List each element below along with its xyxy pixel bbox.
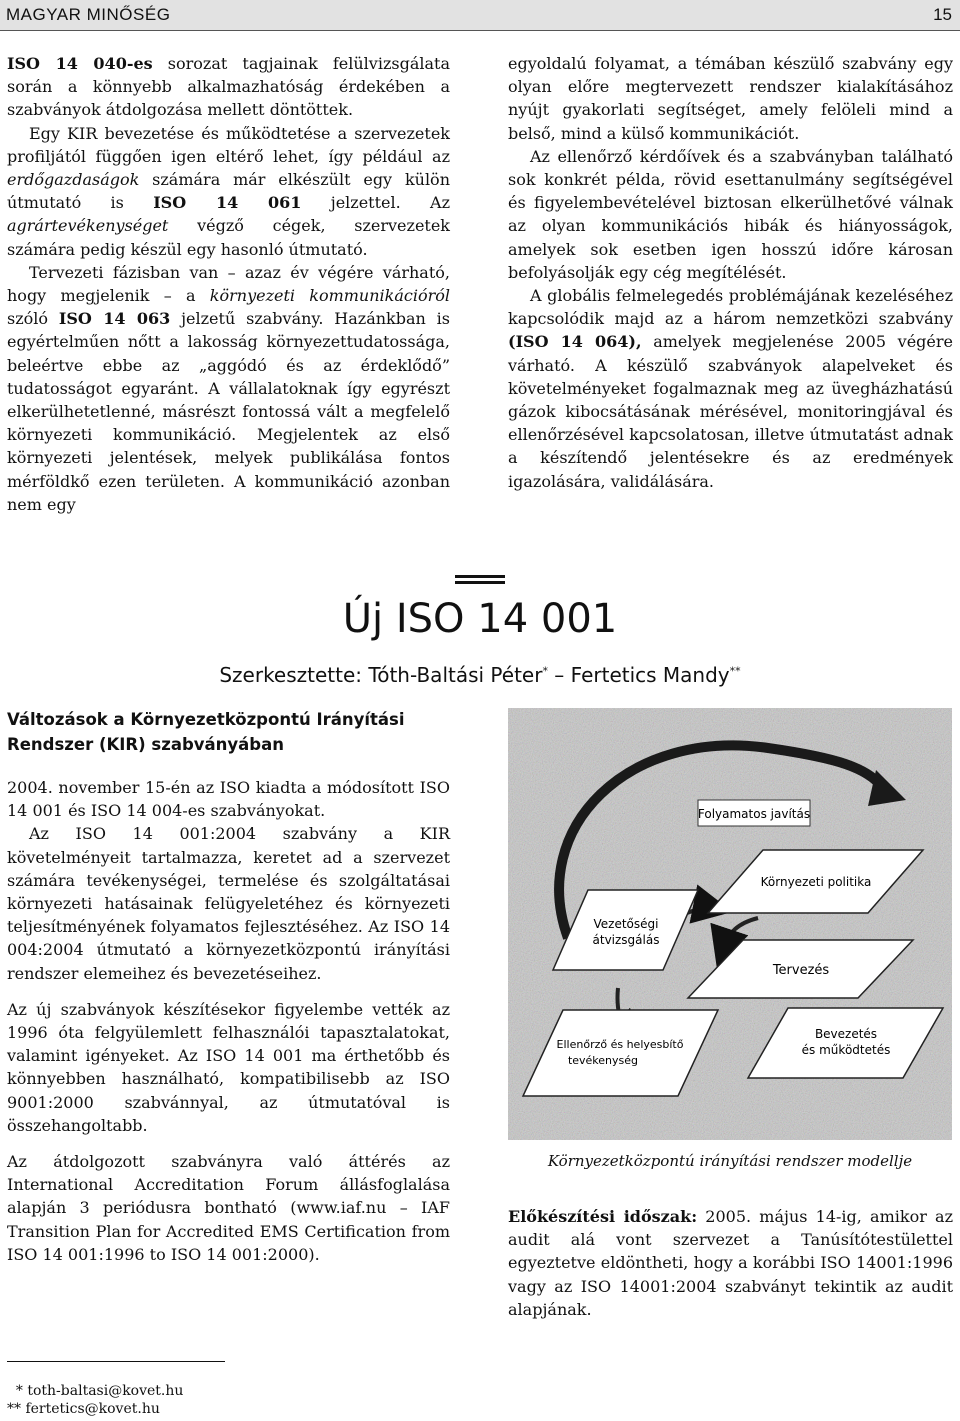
label-bevezetes: Bevezetés [814, 1027, 878, 1041]
section-heading: Változások a Környezetközpontú Irányítási Rendszer (KIR) szabványában [7, 710, 405, 754]
bold-term: Előkészítési időszak: [508, 1207, 698, 1226]
text: Egy KIR bevezetése és működtetése a szervezetek profiljától függően igen eltérő lehet, így például az [7, 123, 450, 166]
paragraph: Az ISO 14 001:2004 szabvány a KIR követelményeit tartalmazza, keretet ad a szervezet számára tevékenységei, termelése és szolgáltatásai környezeti hatásainak felügyeletéhez és környezeti teljesítményének folyamatos fejlesztéséhez. Az ISO 14 004:2004 útmutató a környezetközpontú irányítási rendszer elemeihez és bevezetéseihez. [7, 824, 450, 983]
figure-caption: Környezetközpontú irányítási rendszer modellje [547, 1152, 913, 1170]
kir-model-figure [508, 708, 952, 1140]
left-column-top [7, 52, 450, 516]
right-column-bottom [508, 1205, 953, 1321]
text: A globális felmelegedés problémájának kezeléséhez kapcsolódik majd az a három nemzetközi szabvány [508, 286, 953, 329]
bold-term: (ISO 14 064), [508, 332, 642, 352]
text: sorozat tagjainak felülvizsgálata során a könnyebb alkalmazhatóság érdekében a szabványok átdolgozása mellett döntöttek. [7, 54, 451, 120]
label-folyamatos: Folyamatos javítás [697, 807, 811, 821]
label-vezetosegi: Vezetőségi [593, 917, 659, 931]
text: végző cégek, szervezetek számára pedig készül egy hasonló útmutató. [7, 216, 450, 259]
footnote: ** fertetics@kovet.hu [7, 1401, 160, 1417]
paragraph [7, 261, 450, 516]
text: jelzetű szabvány. Hazánkban is egyértelműen nőtt a lakosság környezettudatossága, beleértve ebbe az „aggódó és az érdeklődő” tudatosságot egyaránt. A vállalatoknak így egyrészt elkerülhetetlenné, másrészt fontossá vált a megfelelő környezeti kommunikáció. Megjelentek az első környezeti jelentések, melyek publikálása fontos mérföldkő ezen területen. A kommunikáció azonban nem egy [7, 309, 451, 514]
paragraph: egyoldalú folyamat, a témában készülő szabvány egy olyan előre megtervezett rendszer kialakításához nyújt gyakorlati segítséget, amely felöleli mind a belső, mind a külső kommunikációt. [508, 54, 953, 143]
paragraph: Az átdolgozott szabványra való áttérés az International Accreditation Forum állásfoglalása alapján 3 periódusra bontható (www.iaf.nu – IAF Transition Plan for Accredited EMS Certification from ISO 14 001:1996 to ISO 14 001:2000). [7, 1152, 450, 1264]
footnotes [7, 1382, 183, 1418]
label-ellenorzo: tevékenység [567, 1054, 639, 1067]
paragraph [508, 1205, 953, 1321]
label-ellenorzo: Ellenőrző és helyesbítő [556, 1038, 684, 1051]
page-header [0, 0, 960, 31]
article-title: Új ISO 14 001 [342, 596, 618, 642]
footnote: * toth-baltasi@kovet.hu [7, 1383, 184, 1399]
text: szóló [7, 309, 59, 329]
paragraph: Az új szabványok készítésekor figyelembe vették az 1996 óta felgyülemlett felhasználói tapasztalatokat, valamint igényeket. Az ISO 14 001 ma érthetőbb és könnyebben használható, kompatibilisebb az ISO 9001:2000 szabvánnyal, az útmutatóval is összehangoltabb. [7, 999, 450, 1135]
text: Tervezeti fázisban van – azaz év végére várható, hogy megjelenik – a [7, 262, 450, 306]
page-number: 15 [933, 5, 952, 24]
italic-term: erdőgazdaságok [7, 170, 140, 190]
text: számára már elkészült egy külön útmutató is [7, 170, 450, 213]
bold-term: ISO 14 040-es [7, 54, 153, 73]
paragraph [7, 122, 450, 261]
paragraph [508, 284, 953, 493]
italic-term: agrártevékenységet [7, 216, 169, 236]
footnote-mark: * [542, 664, 548, 678]
kir-model-diagram [508, 708, 952, 1140]
footnote-mark: ** [729, 664, 741, 678]
text: amelyek megjelenése 2005 végére várható. A készülő szabványok alapelveket és követelményeket fogalmaznak meg az üvegházhatású gázok kibocsátásának mérésével, monitoringjával és ellenőrzésével kapcsolatosan, illetve útmutatást adnak a készítendő jelentésekre és az eredmények igazolására, validálására. [508, 332, 953, 491]
editor-name: – Fertetics Mandy [547, 663, 730, 687]
label-bevezetes: és működtetés [801, 1043, 891, 1057]
label-politika: Környezeti politika [760, 875, 872, 889]
right-column-top [508, 52, 953, 493]
article-byline [0, 663, 960, 687]
text: jelzettel. Az [301, 193, 450, 213]
bold-term: ISO 14 063 [58, 309, 171, 329]
label-tervezes: Tervezés [772, 963, 830, 978]
paragraph: 2004. november 15-én az ISO kiadta a módosított ISO 14 001 és ISO 14 004-es szabványokat. [7, 778, 450, 821]
paragraph: Az ellenőrző kérdőívek és a szabványban található sok konkrét példa, rövid esettanulmány segítségével és figyelembevételével biztosan elkerülhetővé válnak az olyan kommunikációs hibák és hiányosságok, amelyek sok esetben igen hosszú időre károsan befolyásolják egy cég megítélését. [508, 146, 953, 282]
italic-term: környezeti kommunikációról [209, 286, 451, 306]
left-column-bottom [7, 776, 450, 1266]
label-vezetosegi: átvizsgálás [592, 933, 660, 947]
footnote-rule [7, 1361, 225, 1362]
editor-name: Szerkesztette: Tóth-Baltási Péter [219, 663, 543, 687]
paragraph [7, 52, 450, 122]
section-separator [455, 575, 505, 584]
text: 2005. május 14-ig, amikor az audit alá vont szervezet a Tanúsítótestülettel egyeztetve eldöntheti, hogy a korábbi ISO 14001:1996 vagy az ISO 14001:2004 szabványt tekintik az audit alapjának. [508, 1207, 954, 1319]
bold-term: ISO 14 061 [153, 193, 302, 213]
magazine-title: MAGYAR MINŐSÉG [6, 5, 171, 24]
